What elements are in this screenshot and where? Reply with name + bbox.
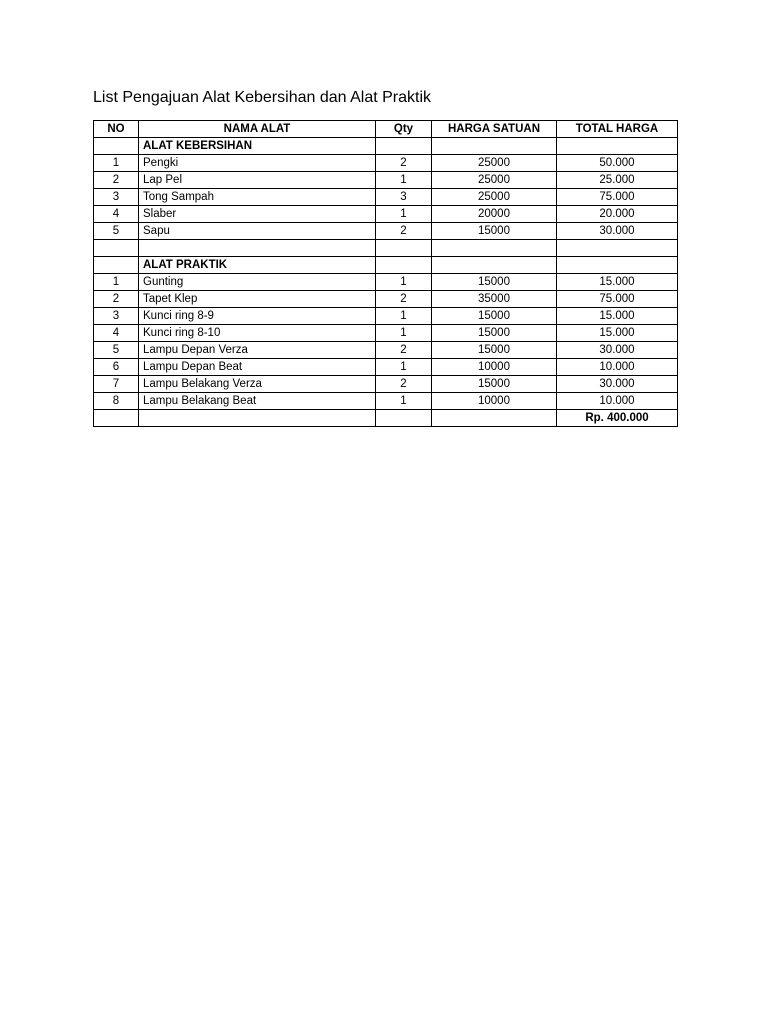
cell-total: 10.000 (557, 393, 678, 410)
cell-no: 4 (94, 206, 139, 223)
table-row (94, 223, 678, 240)
cell-name: Lampu Belakang Verza (139, 376, 376, 393)
table-row (94, 274, 678, 291)
cell-unit-price: 10000 (432, 359, 557, 376)
cell-no: 4 (94, 325, 139, 342)
cell-name: Lap Pel (139, 172, 376, 189)
table-row (94, 325, 678, 342)
cell-total: 30.000 (557, 223, 678, 240)
table-row (94, 172, 678, 189)
cell-qty: 1 (376, 325, 432, 342)
cell-total: 25.000 (557, 172, 678, 189)
table-row (94, 206, 678, 223)
cell-unit-price: 25000 (432, 189, 557, 206)
header-total: TOTAL HARGA (557, 121, 678, 138)
cell-total: 15.000 (557, 274, 678, 291)
header-name: NAMA ALAT (139, 121, 376, 138)
empty-cell (432, 410, 557, 427)
cell-no: 1 (94, 274, 139, 291)
cell-unit-price: 25000 (432, 172, 557, 189)
cell-qty: 3 (376, 189, 432, 206)
table-row (94, 308, 678, 325)
cell-total: 10.000 (557, 359, 678, 376)
empty-cell (432, 240, 557, 257)
cell-unit-price: 15000 (432, 274, 557, 291)
cell-total: 15.000 (557, 325, 678, 342)
cell-qty: 2 (376, 291, 432, 308)
empty-cell (94, 410, 139, 427)
cell-no: 1 (94, 155, 139, 172)
cell-unit-price: 10000 (432, 393, 557, 410)
table-row (94, 189, 678, 206)
cell-unit-price: 15000 (432, 308, 557, 325)
empty-cell (94, 240, 139, 257)
empty-cell (432, 257, 557, 274)
header-unit-price: HARGA SATUAN (432, 121, 557, 138)
cell-qty: 1 (376, 274, 432, 291)
empty-cell (376, 410, 432, 427)
cell-total: 75.000 (557, 291, 678, 308)
cell-no: 6 (94, 359, 139, 376)
spacer-row (94, 240, 678, 257)
cell-qty: 1 (376, 206, 432, 223)
header-qty: Qty (376, 121, 432, 138)
cell-name: Gunting (139, 274, 376, 291)
equipment-table (93, 120, 678, 427)
section-row (94, 138, 678, 155)
cell-total: 30.000 (557, 342, 678, 359)
grand-total-row (94, 410, 678, 427)
section-no-cell (94, 138, 139, 155)
cell-unit-price: 25000 (432, 155, 557, 172)
cell-unit-price: 15000 (432, 376, 557, 393)
cell-no: 2 (94, 291, 139, 308)
cell-no: 5 (94, 223, 139, 240)
cell-no: 3 (94, 189, 139, 206)
table-row (94, 342, 678, 359)
cell-total: 50.000 (557, 155, 678, 172)
cell-no: 8 (94, 393, 139, 410)
cell-qty: 1 (376, 172, 432, 189)
cell-unit-price: 15000 (432, 342, 557, 359)
cell-name: Lampu Depan Beat (139, 359, 376, 376)
cell-no: 7 (94, 376, 139, 393)
cell-qty: 1 (376, 308, 432, 325)
cell-name: Slaber (139, 206, 376, 223)
cell-no: 3 (94, 308, 139, 325)
cell-total: 20.000 (557, 206, 678, 223)
cell-qty: 1 (376, 393, 432, 410)
cell-qty: 2 (376, 342, 432, 359)
cell-no: 5 (94, 342, 139, 359)
cell-name: Tong Sampah (139, 189, 376, 206)
cell-name: Tapet Klep (139, 291, 376, 308)
section-label: ALAT KEBERSIHAN (139, 138, 376, 155)
cell-qty: 2 (376, 155, 432, 172)
document-title: List Pengajuan Alat Kebersihan dan Alat Praktik (93, 89, 431, 106)
empty-cell (557, 257, 678, 274)
section-row (94, 257, 678, 274)
cell-total: 15.000 (557, 308, 678, 325)
cell-unit-price: 15000 (432, 325, 557, 342)
section-no-cell (94, 257, 139, 274)
table-row (94, 376, 678, 393)
cell-total: 75.000 (557, 189, 678, 206)
cell-unit-price: 20000 (432, 206, 557, 223)
table-header-row (94, 121, 678, 138)
empty-cell (139, 240, 376, 257)
empty-cell (432, 138, 557, 155)
cell-name: Kunci ring 8-10 (139, 325, 376, 342)
cell-qty: 2 (376, 223, 432, 240)
table-row (94, 359, 678, 376)
cell-qty: 2 (376, 376, 432, 393)
cell-qty: 1 (376, 359, 432, 376)
cell-name: Kunci ring 8-9 (139, 308, 376, 325)
empty-cell (376, 138, 432, 155)
cell-no: 2 (94, 172, 139, 189)
table-row (94, 155, 678, 172)
section-label: ALAT PRAKTIK (139, 257, 376, 274)
cell-name: Lampu Belakang Beat (139, 393, 376, 410)
empty-cell (376, 257, 432, 274)
cell-name: Pengki (139, 155, 376, 172)
cell-name: Lampu Depan Verza (139, 342, 376, 359)
cell-name: Sapu (139, 223, 376, 240)
cell-unit-price: 35000 (432, 291, 557, 308)
empty-cell (557, 138, 678, 155)
empty-cell (376, 240, 432, 257)
table-row (94, 291, 678, 308)
grand-total-value: Rp. 400.000 (557, 410, 678, 427)
cell-unit-price: 15000 (432, 223, 557, 240)
header-no: NO (94, 121, 139, 138)
empty-cell (557, 240, 678, 257)
empty-cell (139, 410, 376, 427)
table-row (94, 393, 678, 410)
cell-total: 30.000 (557, 376, 678, 393)
